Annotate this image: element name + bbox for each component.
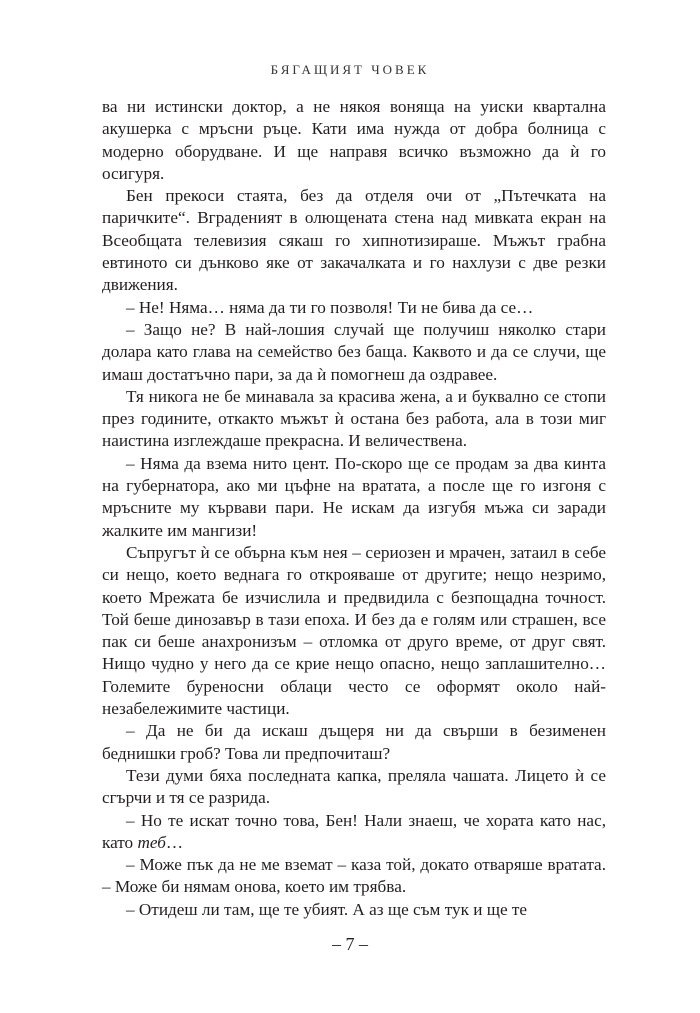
paragraph: Тези думи бяха последната капка, преляла чашата. Лицето ѝ се сгърчи и тя се разрида. — [102, 765, 606, 808]
paragraph: ва ни истински доктор, а не някоя воняща на уиски квартална акушерка с мръсни ръце. Кати има нужда от добра болница с модерно оборудване. И ще направя всичко възможно да ѝ го осигуря. — [102, 97, 606, 183]
paragraph-text: … — [165, 832, 184, 852]
paragraph — [102, 810, 606, 855]
paragraph: – Не! Няма… няма да ти го позволя! Ти не бива да се… — [126, 297, 534, 317]
paragraph: Бен прекоси стаята, без да отделя очи от „Пътечката на паричките“. Вграденият в олющената стена над мивката екран на Всеобщата телевизия сякаш го хипнотизираше. Мъжът грабна евтиното си дънково яке от закачалката и го нахлузи с две резки движения. — [102, 186, 606, 295]
paragraph-text: – Но те искат точно това, Бен! Нали знаеш, че хората като нас, като — [102, 810, 606, 852]
paragraph: Тя никога не бе минавала за красива жена, а и буквално се стопи през годините, откакто мъжът ѝ остана без работа, ала в този миг наистина изглеждаше прекрасна. И величествена. — [102, 386, 606, 451]
running-head: БЯГАЩИЯТ ЧОВЕК — [270, 62, 430, 77]
paragraph: – Може пък да не ме вземат – каза той, докато отваряше вратата. – Може би нямам онова, което им трябва. — [102, 855, 606, 897]
paragraph: – Защо не? В най-лошия случай ще получиш няколко стари долара като глава на семейство без баща. Каквото и да се случи, ще имаш достатъчно пари, за да ѝ помогнеш да оздравее. — [102, 319, 606, 384]
page-number: – 7 – — [332, 934, 368, 954]
emphasized-word: теб — [137, 832, 166, 852]
paragraph: – Отидеш ли там, ще те убият. А аз ще съм тук и ще те — [126, 899, 528, 919]
body-text — [102, 96, 606, 921]
paragraph: – Да не би да искаш дъщеря ни да свърши в безименен беднишки гроб? Това ли предпочиташ? — [102, 721, 606, 763]
paragraph: – Няма да взема нито цент. По-скоро ще се продам за два кинта на губернатора, ако ми цъфне на вратата, а после ще го изгоня с мръсните му кървави пари. Не искам да изгубя мъжа си заради жалките им мангизи! — [102, 453, 606, 540]
paragraph: Съпругът ѝ се обърна към нея – сериозен и мрачен, затаил в себе си нещо, което веднага го открояваше от другите; нещо незримо, което Мрежата бе изчислила и предвидила с безпощадна точност. Той беше динозавър в тази епоха. И без да е голям или страшен, все пак си беше анахронизъм – отломка от друго време, от друг свят. Нищо чудно у него да се крие нещо опасно, нещо заплашително… Големите буреносни облаци често се оформят около най-незабележимите частици. — [102, 542, 606, 719]
